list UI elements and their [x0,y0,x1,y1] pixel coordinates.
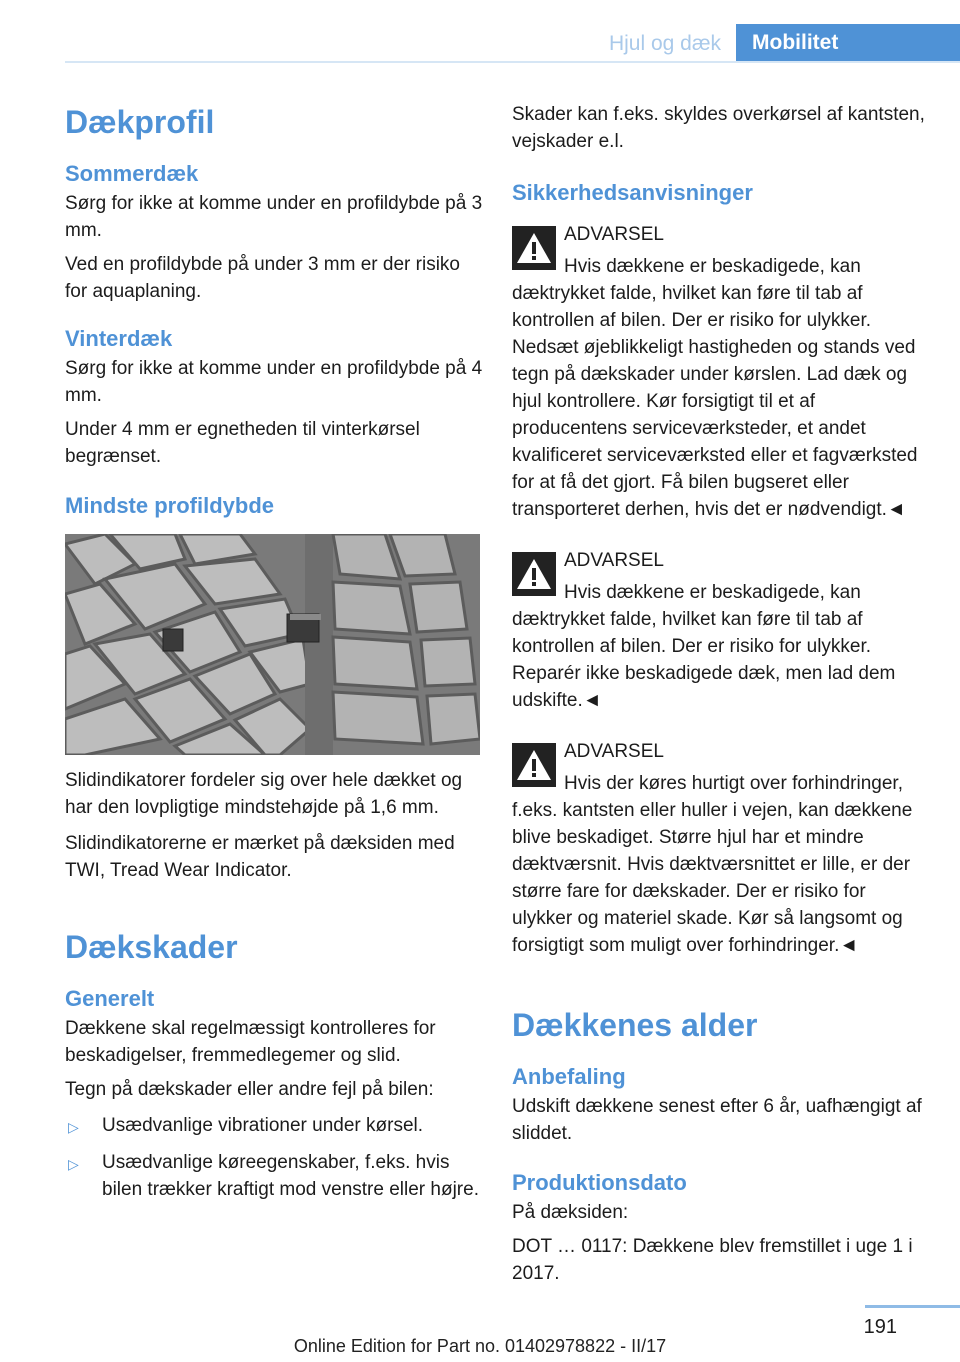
summer-paragraph-2: Ved en profildybde på under 3 mm er der risiko for aquaplaning. [65,254,460,302]
min-depth-paragraph-1: Slidindikatorer fordeler sig over hele dækket og har den lovpligtige mindstehøjde på 1,6 mm. [65,770,463,818]
heading-recommendation: Anbefaling [512,1064,626,1089]
heading-tire-age: Dækkenes alder [512,1007,758,1043]
warning-text: Hvis dækkene er beskadigede, kan dæktrykket falde, hvilket kan føre til tab af kontrollen af bilen. Der er risiko for ulykker. Reparér ikke beskadigede dæk, men lad dem udskifte.◄ [512,582,896,711]
list-item-text: Usædvanlige vibrationer under kørsel. [102,1115,424,1136]
list-item [65,1112,483,1141]
list-item-text: Usædvanlige køreegenskaber, f.eks. hvis bilen trækker kraftigt mod venstre eller højre. [102,1152,479,1200]
heading-winter-tires: Vinterdæk [65,326,173,351]
warning-text-wrap [512,770,930,959]
warning-label: ADVARSEL [564,224,664,245]
damage-paragraph-2: Tegn på dækskader eller andre fejl på bilen: [65,1079,434,1100]
warning-label: ADVARSEL [564,741,664,762]
warning-triangle-icon [512,552,556,596]
min-depth-paragraph-2: Slidindikatorerne er mærket på dæksiden med TWI, Tread Wear Indicator. [65,833,455,881]
summer-paragraph-1: Sørg for ikke at komme under en profildybde på 3 mm. [65,193,483,241]
warning-text-wrap [512,579,930,714]
winter-paragraph-1: Sørg for ikke at komme under en profildybde på 4 mm. [65,358,483,406]
recommendation-paragraph: Udskift dækkene senest efter 6 år, uafhængigt af sliddet. [512,1096,922,1144]
header-rule [65,61,960,63]
tire-tread-illustration [65,534,480,755]
warning-block [512,738,930,959]
heading-tread-profile: Dækprofil [65,104,215,140]
heading-min-tread-depth: Mindste profildybde [65,493,274,518]
warning-text: Hvis der køres hurtigt over forhindringer, f.eks. kantsten eller huller i vejen, kan dækkene blive beskadiget. Større hjul har et mindre dæktværsnit. Hvis dæktværsnittet er lille, er der større fare for dækskader. Der er risiko for ulykker og materiel skade. Kør så langsomt og forsigtigt som muligt over forhindringer.◄ [512,773,913,956]
damage-cause-paragraph: Skader kan f.eks. skyldes overkørsel af kantsten, vejskader e.l. [512,104,925,152]
heading-general: Generelt [65,986,155,1011]
warning-block [512,547,930,714]
winter-paragraph-2: Under 4 mm er egnetheden til vinterkørsel begrænset. [65,419,420,467]
header-section-label: Hjul og dæk [608,32,722,55]
warning-triangle-icon [512,226,556,270]
triangle-bullet-icon: ▷ [68,1119,79,1135]
warning-text-wrap [512,253,930,523]
warning-block [512,221,930,523]
heading-tire-damage: Dækskader [65,929,238,965]
damage-paragraph-1: Dækkene skal regelmæssigt kontrolleres for beskadigelser, fremmedlegemer og slid. [65,1018,436,1066]
left-column [65,100,483,1211]
page-number: 191 [863,1316,897,1338]
header-chapter-tab: Mobilitet [736,24,960,62]
triangle-bullet-icon: ▷ [68,1156,79,1172]
warning-triangle-icon [512,743,556,787]
footer-rule [865,1305,960,1308]
heading-safety-instructions: Sikkerhedsanvisninger [512,180,753,205]
edition-watermark: Online Edition for Part no. 01402978822 - II/17 [293,1336,667,1356]
production-paragraph-1: På dæksiden: [512,1202,629,1223]
tread-wear-indicator-photo [65,534,480,755]
production-paragraph-2: DOT … 0117: Dækkene blev fremstillet i uge 1 i 2017. [512,1236,913,1284]
warning-label: ADVARSEL [564,550,664,571]
heading-production-date: Produktionsdato [512,1170,687,1195]
right-column [512,100,930,1287]
warning-text: Hvis dækkene er beskadigede, kan dæktrykket falde, hvilket kan føre til tab af kontrollen af bilen. Der er risiko for ulykker. Nedsæt øjeblikkeligt hastigheden og stands ved tegn på dækskader under kørslen. Lad dæk og hjul kontrollere. Kør forsigtigt til et af producentens serviceværksteder, et andet kvalificeret serviceværksted eller et fagværksted for at få det gjort. Få bilen bugseret eller transporteret derhen, hvis det er nødvendigt.◄ [512,256,918,520]
heading-summer-tires: Sommerdæk [65,161,199,186]
list-item [65,1149,483,1203]
